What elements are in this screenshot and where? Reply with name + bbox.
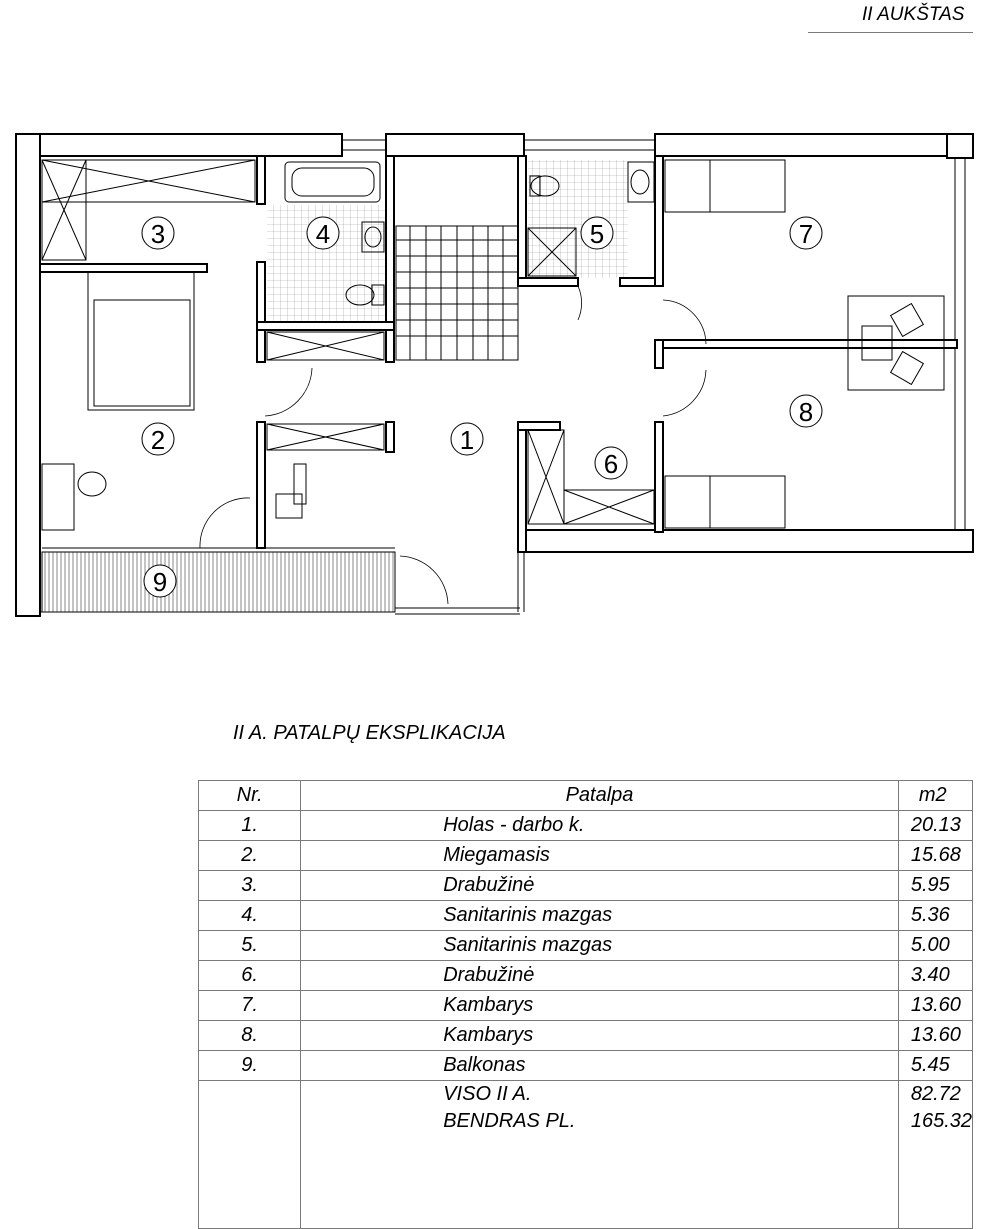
svg-text:5: 5 bbox=[589, 219, 605, 249]
explication-table bbox=[198, 780, 973, 1229]
col-header-area: m2 bbox=[898, 781, 972, 811]
room-label-4 bbox=[307, 217, 339, 249]
room-label-6 bbox=[595, 447, 627, 479]
room-label-9 bbox=[144, 565, 176, 597]
desk-room-2 bbox=[42, 464, 74, 530]
svg-text:8: 8 bbox=[798, 397, 814, 427]
svg-text:4: 4 bbox=[315, 219, 331, 249]
svg-text:1: 1 bbox=[459, 425, 475, 455]
table-row: 7. Kambarys 13.60 bbox=[199, 991, 973, 1021]
table-row: 6. Drabužinė 3.40 bbox=[199, 961, 973, 991]
floor-title: II AUKŠTAS bbox=[862, 4, 965, 25]
table-row: 5. Sanitarinis mazgas 5.00 bbox=[199, 931, 973, 961]
room-label-2 bbox=[142, 423, 174, 455]
bed-room-2 bbox=[88, 272, 194, 410]
room-label-8 bbox=[790, 395, 822, 427]
svg-text:9: 9 bbox=[152, 567, 168, 597]
col-header-name: Patalpa bbox=[301, 781, 899, 811]
total-label: VISO II A. bbox=[301, 1081, 899, 1109]
room-label-1 bbox=[451, 423, 483, 455]
explication-heading: II A. PATALPŲ EKSPLIKACIJA bbox=[233, 722, 506, 744]
table-filler bbox=[199, 1135, 973, 1229]
bed-room-8 bbox=[665, 476, 785, 528]
table-row: 1. Holas - darbo k. 20.13 bbox=[199, 811, 973, 841]
table-row: 3. Drabužinė 5.95 bbox=[199, 871, 973, 901]
table-row: 4. Sanitarinis mazgas 5.36 bbox=[199, 901, 973, 931]
balcony-deck bbox=[42, 552, 395, 612]
col-header-nr: Nr. bbox=[199, 781, 301, 811]
total-value: 82.72 bbox=[898, 1081, 972, 1109]
room-label-5 bbox=[581, 217, 613, 249]
svg-text:7: 7 bbox=[798, 219, 814, 249]
svg-text:3: 3 bbox=[150, 219, 166, 249]
bed-room-7 bbox=[665, 160, 785, 212]
svg-text:2: 2 bbox=[150, 425, 166, 455]
total-row bbox=[199, 1081, 973, 1109]
svg-text:6: 6 bbox=[603, 449, 619, 479]
overall-total-value: 165.32 bbox=[898, 1108, 972, 1135]
overall-total-row bbox=[199, 1108, 973, 1135]
room-label-7 bbox=[790, 217, 822, 249]
table-row: 9. Balkonas 5.45 bbox=[199, 1051, 973, 1081]
room-label-3 bbox=[142, 217, 174, 249]
table-row: 2. Miegamasis 15.68 bbox=[199, 841, 973, 871]
overall-total-label: BENDRAS PL. bbox=[301, 1108, 899, 1135]
table-row: 8. Kambarys 13.60 bbox=[199, 1021, 973, 1051]
